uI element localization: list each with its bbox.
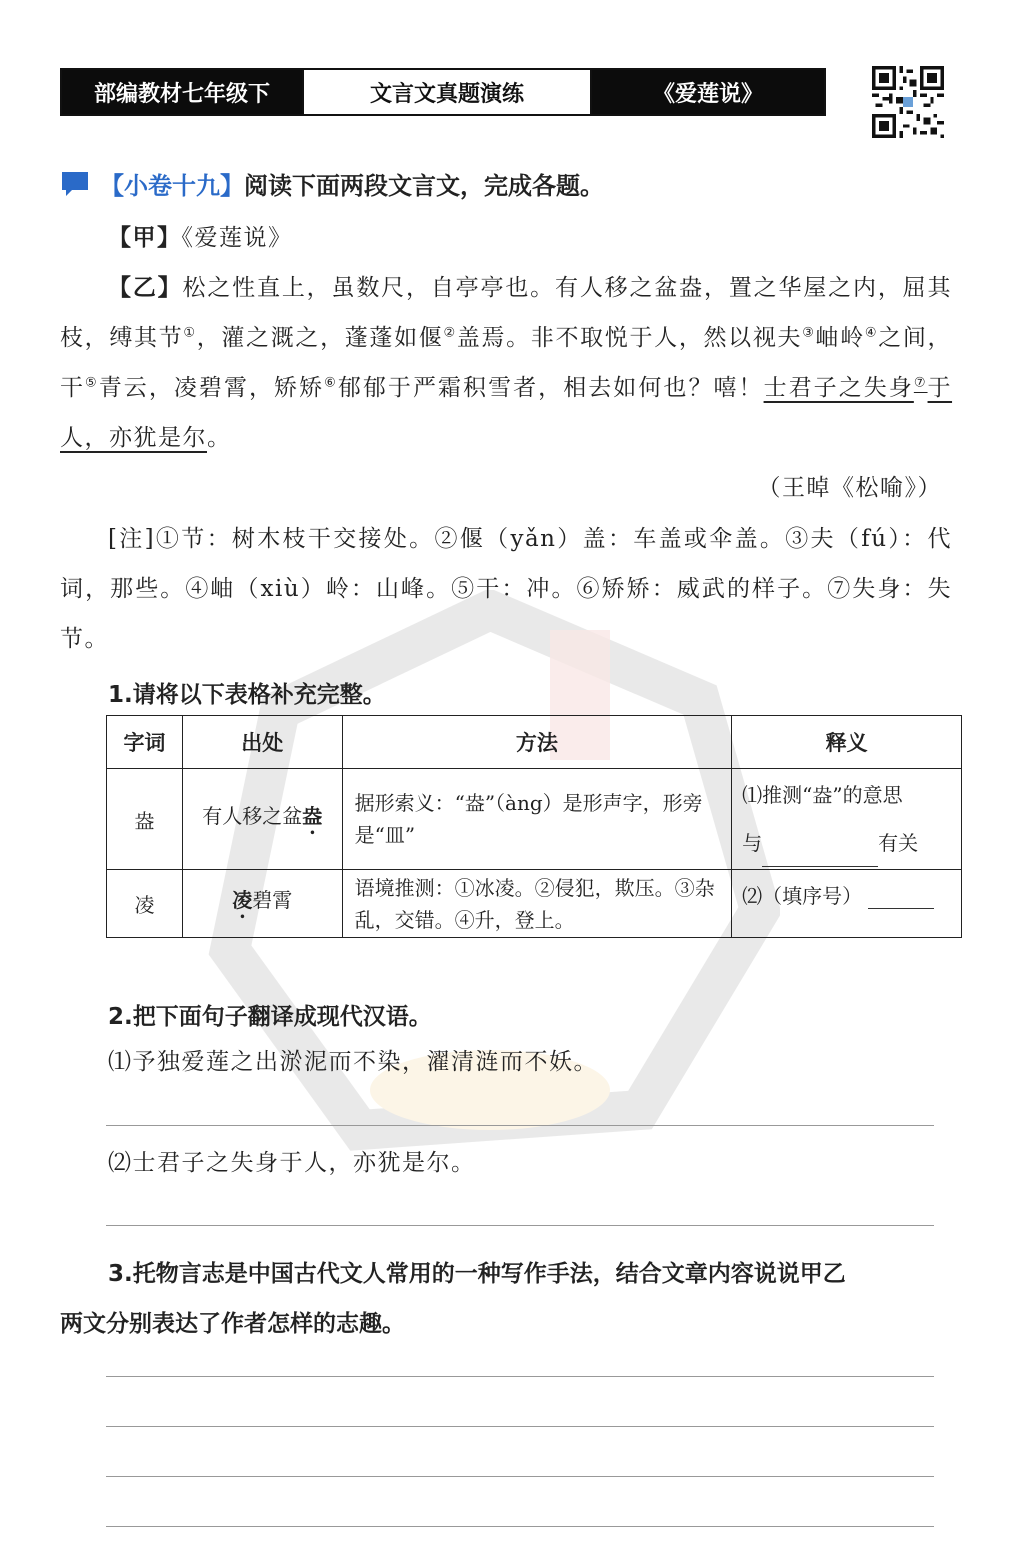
answer-line[interactable] bbox=[106, 1426, 934, 1427]
yi-label: 【乙】 bbox=[108, 275, 183, 301]
col-header-method: 方法 bbox=[342, 716, 732, 769]
passage-yi bbox=[60, 263, 952, 463]
answer-blank[interactable] bbox=[762, 846, 878, 867]
key-character: 凌 bbox=[232, 888, 253, 912]
cell-word: 盎 bbox=[107, 769, 183, 870]
cell-method: 据形索义：“盎”（àng）是形声字，形旁是“皿” bbox=[342, 769, 732, 870]
yi-text: 松之性直上，虽数尺，自亭亭也。有人移之盆盎，置之华屋之内，屈其枝，缚其节 bbox=[60, 275, 952, 351]
jia-title: 《爱莲说》 bbox=[181, 225, 293, 251]
col-header-meaning: 释义 bbox=[732, 716, 962, 769]
yi-text: ，灌之溉之，蓬蓬如偃 bbox=[196, 325, 444, 351]
answer-line[interactable] bbox=[106, 1476, 934, 1477]
note-ref: ④ bbox=[864, 325, 879, 341]
passage-jia bbox=[108, 213, 293, 263]
note-ref: ⑦ bbox=[913, 375, 928, 391]
col-header-word: 字词 bbox=[107, 716, 183, 769]
note-ref: ⑥ bbox=[324, 375, 338, 391]
header-topic: 文言文真题演练 bbox=[302, 70, 592, 114]
col-header-source: 出处 bbox=[182, 716, 342, 769]
yi-text: 青云，凌碧霄，矫矫 bbox=[98, 375, 325, 401]
cell-source bbox=[182, 769, 342, 870]
question-2-sentence-2: ⑵士君子之失身于人，亦犹是尔。 bbox=[108, 1150, 476, 1176]
yi-text: 。 bbox=[207, 425, 232, 451]
meaning-prompt: ⑵（填序号） bbox=[742, 884, 863, 908]
question-3-line-2: 两文分别表达了作者怎样的志趣。 bbox=[60, 1311, 405, 1337]
section-heading bbox=[60, 166, 604, 201]
question-2-sentence-1: ⑴予独爱莲之出淤泥而不染，濯清涟而不妖。 bbox=[108, 1049, 598, 1075]
table-header-row bbox=[107, 716, 962, 769]
yi-text: 之间，干 bbox=[60, 325, 953, 401]
header-lesson: 《爱莲说》 bbox=[592, 70, 824, 114]
header-bar bbox=[60, 68, 826, 116]
meaning-answer bbox=[742, 819, 951, 867]
chat-bubble-icon bbox=[60, 170, 90, 198]
cell-meaning bbox=[732, 870, 962, 938]
note-ref: ③ bbox=[802, 325, 816, 341]
meaning-prompt: ⑴推测“盎”的意思 bbox=[742, 783, 903, 807]
notes-label: [注] bbox=[108, 526, 156, 552]
table-row bbox=[107, 870, 962, 938]
vocab-table bbox=[106, 715, 962, 938]
cell-method: 语境推测：①冰凌。②侵犯，欺压。③杂乱，交错。④升，登上。 bbox=[342, 870, 732, 938]
question-1-title: 1.请将以下表格补充完整。 bbox=[108, 682, 386, 708]
yi-text: 盖焉。非不取悦于人，然以视夫 bbox=[456, 325, 803, 351]
cell-word: 凌 bbox=[107, 870, 183, 938]
answer-line[interactable] bbox=[106, 1225, 934, 1226]
meaning-text: 有关 bbox=[878, 831, 919, 855]
annotations bbox=[60, 514, 952, 664]
source-text: 有人移之盆 bbox=[202, 803, 303, 828]
jia-label: 【甲】 bbox=[108, 225, 182, 251]
underlined-sentence: 于人，亦犹是尔 bbox=[60, 375, 953, 451]
answer-line[interactable] bbox=[106, 1526, 934, 1527]
yi-text: 岫岭 bbox=[815, 325, 865, 351]
quiz-tag: 【小卷十九】 bbox=[100, 172, 244, 200]
quiz-instruction: 阅读下面两段文言文，完成各题。 bbox=[244, 172, 604, 200]
question-3-line-1: 3.托物言志是中国古代文人常用的一种写作手法，结合文章内容说说甲乙 bbox=[108, 1261, 846, 1287]
key-character: 盎 bbox=[302, 803, 323, 828]
cell-meaning bbox=[732, 769, 962, 870]
note-ref: ⑤ bbox=[85, 375, 99, 391]
cell-source bbox=[182, 870, 342, 938]
header-grade: 部编教材七年级下 bbox=[62, 70, 302, 114]
note-ref: ① bbox=[183, 325, 197, 341]
qr-code-icon bbox=[872, 66, 944, 138]
question-2-title: 2.把下面句子翻译成现代汉语。 bbox=[108, 1004, 432, 1030]
answer-blank[interactable] bbox=[868, 890, 934, 909]
answer-line[interactable] bbox=[106, 1376, 934, 1377]
yi-text: 郁郁于严霜积雪者，相去如何也？嘻！ bbox=[337, 375, 764, 401]
underlined-sentence: 士君子之失身 bbox=[763, 375, 914, 401]
answer-line[interactable] bbox=[106, 1125, 934, 1126]
note-ref: ② bbox=[443, 325, 457, 341]
meaning-text: 与 bbox=[742, 831, 763, 855]
source-text: 碧霄 bbox=[252, 888, 293, 912]
passage-source: （王晫《松喻》） bbox=[757, 475, 942, 501]
notes-text: ①节：树木枝干交接处。②偃（yǎn）盖：车盖或伞盖。③夫（fú）：代词，那些。④岫（xiù）岭：山峰。⑤干：冲。⑥矫矫：威武的样子。⑦失身：失节。 bbox=[60, 526, 952, 652]
table-row bbox=[107, 769, 962, 870]
